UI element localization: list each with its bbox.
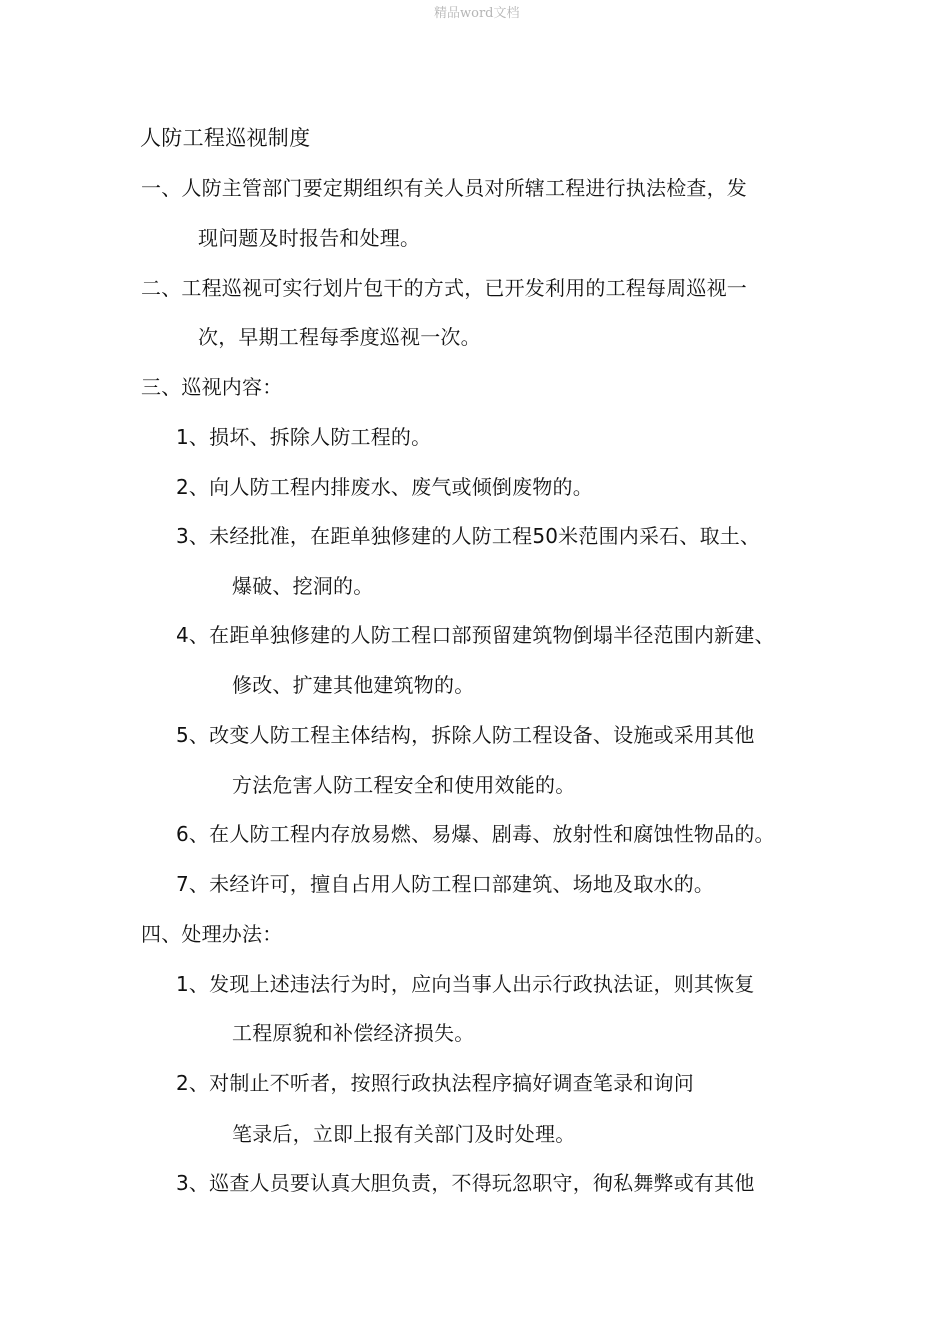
- section-3-item-5-line-2: 方法危害人防工程安全和使用效能的。: [232, 773, 576, 797]
- section-4-item-1-line-2: 工程原貌和补偿经济损失。: [232, 1021, 475, 1045]
- section-3-item-5-line-1: 5、改变人防工程主体结构，拆除人防工程设备、设施或采用其他: [176, 723, 755, 747]
- section-3-item-3-line-2: 爆破、挖洞的。: [232, 574, 374, 598]
- section-2-line-1: 二、工程巡视可实行划片包干的方式，已开发利用的工程每周巡视一: [141, 276, 747, 300]
- section-4-item-2-line-1: 2、对制止不听者，按照行政执法程序搞好调查笔录和询问: [176, 1071, 694, 1095]
- watermark-text: 精品word文档: [434, 6, 520, 21]
- section-3-item-2: 2、向人防工程内排废水、废气或倾倒废物的。: [176, 475, 593, 499]
- section-3-heading: 三、巡视内容：: [141, 375, 283, 399]
- section-3-item-4-line-2: 修改、扩建其他建筑物的。: [232, 673, 475, 697]
- section-3-item-1: 1、损坏、拆除人防工程的。: [176, 425, 432, 449]
- document-title: 人防工程巡视制度: [140, 126, 311, 150]
- section-1-line-1: 一、人防主管部门要定期组织有关人员对所辖工程进行执法检查，发: [141, 176, 747, 200]
- section-4-item-3-line-1: 3、巡查人员要认真大胆负责，不得玩忽职守，徇私舞弊或有其他: [176, 1171, 755, 1195]
- section-3-item-7: 7、未经许可，擅自占用人防工程口部建筑、场地及取水的。: [176, 872, 715, 896]
- section-2-line-2: 次，早期工程每季度巡视一次。: [198, 325, 481, 349]
- section-1-line-2: 现问题及时报告和处理。: [198, 226, 421, 250]
- section-3-item-4-line-1: 4、在距单独修建的人防工程口部预留建筑物倒塌半径范围内新建、: [176, 623, 775, 647]
- section-4-item-2-line-2: 笔录后，立即上报有关部门及时处理。: [232, 1122, 576, 1146]
- section-4-item-1-line-1: 1、发现上述违法行为时，应向当事人出示行政执法证，则其恢复: [176, 972, 755, 996]
- section-4-heading: 四、处理办法：: [141, 922, 283, 946]
- section-3-item-3-line-1: 3、未经批准，在距单独修建的人防工程50米范围内采石、取土、: [176, 524, 761, 548]
- section-3-item-6: 6、在人防工程内存放易燃、易爆、剧毒、放射性和腐蚀性物品的。: [176, 822, 775, 846]
